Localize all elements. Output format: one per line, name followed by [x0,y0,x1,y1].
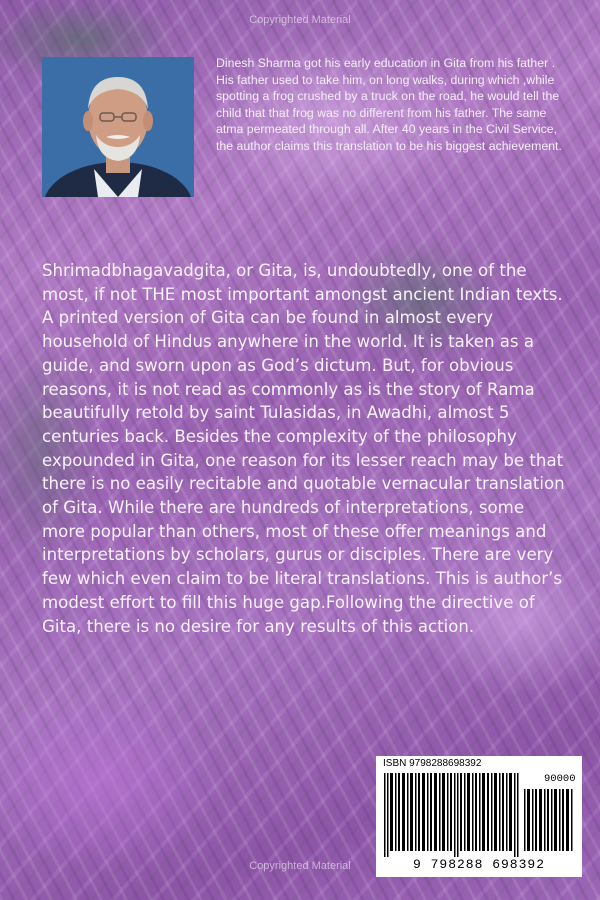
author-photo [42,57,194,197]
watermark-top: Copyrighted Material [249,14,351,26]
author-bio: Dinesh Sharma got his early education in Gita from his father . His father used to take him, on long walks, during which ,while spotting a frog crushed by a truck on the road, he would tell the child that that frog was no different from his father. The same atma permeated through all. After 40 years in the Civil Service, the author claims this translation to be his biggest achievement. [216,56,562,153]
isbn-barcode [376,756,582,877]
price-code: 90000 [544,773,576,785]
barcode-digits: 9 798288 698392 [412,857,546,872]
book-description: Shrimadbhagavadgita, or Gita, is, undoubtedly, one of the most, if not THE most important amongst ancient Indian texts. A printed version of Gita can be found in almost every household of Hindus anywhere in the world. It is taken as a guide, and sworn upon as God’s dictum. But, for obvious reasons, it is not read as commonly as is the story of Rama beautifully retold by saint Tulasidas, in Awadhi, almost 5 centuries back. Besides the complexity of the philosophy expounded in Gita, one reason for its lesser reach may be that there is no easily recitable and quotable vernacular translation of Gita. While there are hundreds of interpretations, some more popular than others, most of these offer meanings and interpretations by scholars, gurus or disciples. There are very few which even claim to be literal translations. This is author’s modest effort to fill this huge gap.Following the directive of Gita, there is no desire for any results of this action. [42,261,565,636]
isbn-label: ISBN 9798288698392 [383,758,482,769]
watermark-bottom: Copyrighted Material [249,860,351,872]
barcode-bars [382,773,576,857]
